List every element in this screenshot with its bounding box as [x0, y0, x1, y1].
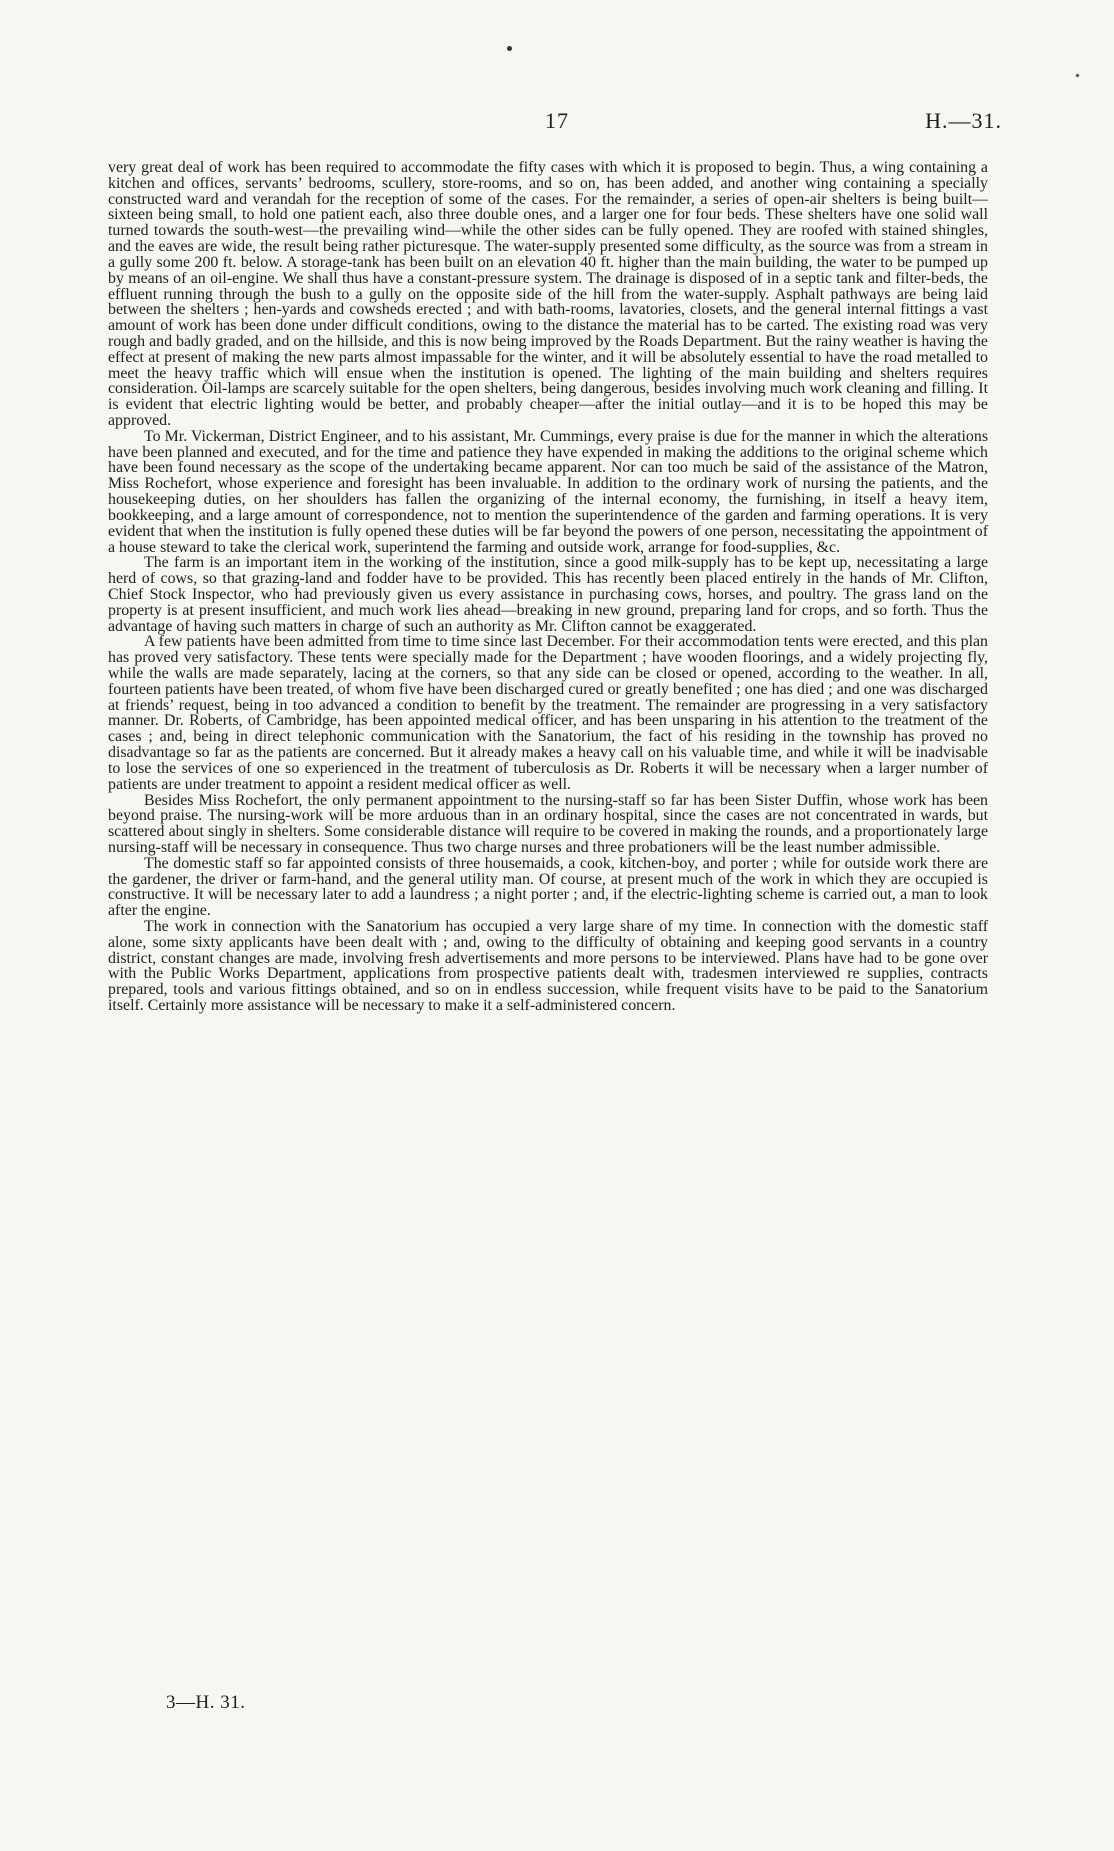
page-header	[0, 108, 1114, 138]
ink-speck	[507, 46, 512, 51]
paragraph-continuation: very great deal of work has been required to accommodate the fifty cases with which it is proposed to begin. Thus, a wing containing a kitchen and offices, servants’ bedrooms, scullery, store-rooms, and so on, has been added, and another wing containing a specially constructed ward and verandah for the reception of some of the cases. For the remainder, a series of open-air shelters is being built—sixteen being small, to hold one patient each, also three double ones, and a larger one for four beds. These shelters have one solid wall turned towards the south-west—the prevailing wind—while the other sides can be fully opened. They are roofed with stained shingles, and the eaves are wide, the result being rather picturesque. The water-supply presented some difficulty, as the source was from a stream in a gully some 200 ft. below. A storage-tank has been built on an elevation 40 ft. higher than the main building, the water to be pumped up by means of an oil-engine. We shall thus have a constant-pressure system. The drainage is disposed of in a septic tank and filter-beds, the effluent running through the bush to a gully on the opposite side of the hill from the water-supply. Asphalt pathways are being laid between the shelters ; hen-yards and cowsheds erected ; and with bath-rooms, lavatories, closets, and the general internal fittings a vast amount of work has been done under difficult conditions, owing to the distance the material has to be carted. The existing road was very rough and badly graded, and on the hillside, and this is now being improved by the Roads Department. But the rainy weather is having the effect at present of making the new parts almost impassable for the winter, and it will be absolutely essential to have the road metalled to meet the heavy traffic which will ensue when the institution is opened. The lighting of the main building and shelters requires consideration. Oil-lamps are scarcely suitable for the open shelters, being dangerous, besides involving much work cleaning and filling. It is evident that electric lighting would be better, and probably cheaper—after the initial outlay—and it is to be hoped this may be approved.	[108, 159, 988, 429]
paragraph-farm: The farm is an important item in the working of the institution, since a good milk-supply has to be kept up, necessitating a large herd of cows, so that grazing-land and fodder have to be provided. This has recently been placed entirely in the hands of Mr. Clifton, Chief Stock Inspector, who had previously given us every assistance in purchasing cows, horses, and poultry. The grass land on the property is at present insufficient, and much work lies ahead—breaking in new ground, preparing land for crops, and so forth. Thus the advantage of having such matters in charge of such an authority as Mr. Clifton cannot be exaggerated.	[108, 554, 988, 635]
signature-reference: 3—H. 31.	[166, 1692, 246, 1713]
paragraph-nursing-staff: Besides Miss Rochefort, the only permanent appointment to the nursing-staff so far has been Sister Duffin, whose work has been beyond praise. The nursing-work will be more arduous than in an ordinary hospital, since the cases are not concentrated in wards, but scattered about singly in shelters. Some considerable distance will require to be covered in making the rounds, and a proportionately large nursing-staff will be necessary in consequence. Thus two charge nurses and three probationers will be the least number admissible.	[108, 791, 988, 856]
document-reference: H.—31.	[925, 108, 1002, 133]
ink-mark	[1075, 73, 1079, 77]
paragraph-domestic-staff: The domestic staff so far appointed consists of three housemaids, a cook, kitchen-boy, and porter ; while for outside work there are the gardener, the driver or farm-hand, and the general utility man. Of course, at present much of the work in which they are occupied is constructive. It will be necessary later to add a laundress ; a night porter ; and, if the electric-lighting scheme is carried out, a man to look after the engine.	[108, 854, 988, 920]
paragraph-patients: A few patients have been admitted from time to time since last December. For their accommodation tents were erected, and this plan has proved very satisfactory. These tents were specially made for the Department ; have wooden floorings, and a widely projecting fly, while the walls are made separately, lacing at the corners, so that any side can be closed or opened, according to the weather. In all, fourteen patients have been treated, of whom five have been discharged cured or greatly benefited ; one has died ; and one was discharged at friends’ request, being in too advanced a condition to benefit by the treatment. The remainder are progressing in a very satisfactory manner. Dr. Roberts, of Cambridge, has been appointed medical officer, and has been unsparing in his attention to the treatment of the cases ; and, being in direct telephonic communication with the Sanatorium, the fact of his residing in the township has proved no disadvantage so far as the patients are concerned. But it already makes a heavy call on his valuable time, and while it will be inadvisable to lose the services of one so experienced in the treatment of tuberculosis as Dr. Roberts it will be necessary when a larger number of patients are under treatment to appoint a resident medical officer as well.	[108, 633, 988, 793]
page-number: 17	[545, 108, 569, 133]
body-text	[108, 160, 988, 1014]
paragraph-sanatorium-work: The work in connection with the Sanatorium has occupied a very large share of my time. In connection with the domestic staff alone, some sixty applicants have been dealt with ; and, owing to the difficulty of obtaining and keeping good servants in a country district, constant changes are made, involving fresh advertisements and more persons to be interviewed. Plans have had to be gone over with the Public Works Department, applications from prospective patients dealt with, tradesmen interviewed re supplies, contracts prepared, tools and various fittings obtained, and so on in endless succession, while frequent visits have to be paid to the Sanatorium itself. Certainly more assistance will be necessary to make it a self-administered concern.	[108, 918, 988, 1015]
paragraph-district-engineer: To Mr. Vickerman, District Engineer, and to his assistant, Mr. Cummings, every praise is due for the manner in which the alterations have been planned and executed, and for the time and patience they have expended in making the additions to the original scheme which have been found necessary as the scope of the undertaking became apparent. Nor can too much be said of the assistance of the Matron, Miss Rochefort, whose experience and foresight has been invaluable. In addition to the ordinary work of nursing the patients, and the housekeeping duties, on her shoulders has fallen the organizing of the internal economy, the furnishing, in itself a heavy item, bookkeeping, and a large amount of correspondence, not to mention the superintendence of the garden and farming operations. It is very evident that when the institution is fully opened these duties will be far beyond the powers of one person, necessitating the appointment of a house steward to take the clerical work, superintend the farming and outside work, arrange for food-supplies, &c.	[108, 427, 988, 556]
